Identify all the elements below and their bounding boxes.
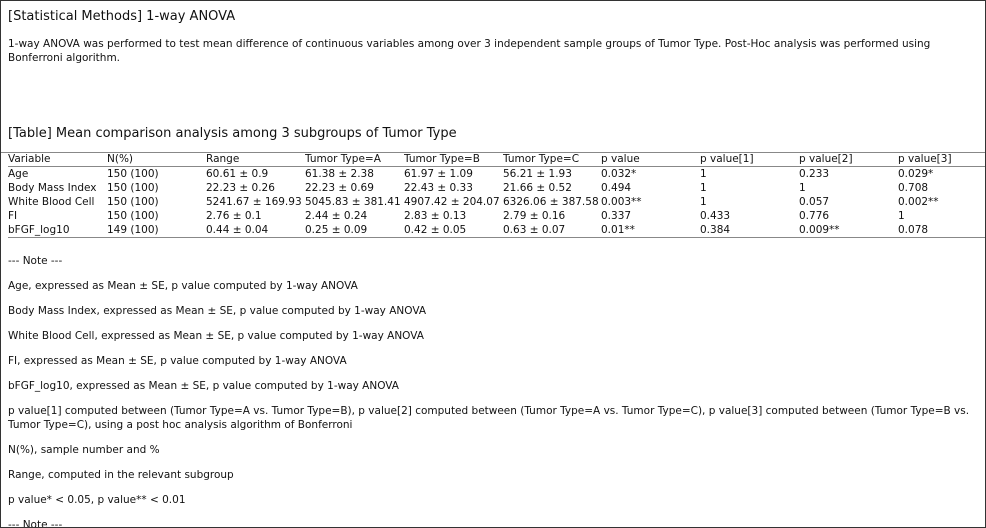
table-cell: 2.79 ± 0.16 — [503, 210, 566, 222]
note-line: p value[1] computed between (Tumor Type=A vs. Tumor Type=B), p value[2] computed between (Tumor Type=A vs. Tumor Type=C), p value[3] computed between (Tumor Type=B vs. Tumor Type=C), using a post hoc analysis algorithm of Bonferroni — [8, 405, 970, 431]
table-cell: 0.002** — [898, 196, 939, 208]
column-header: p value[2] — [799, 153, 853, 165]
table-row — [8, 181, 986, 195]
table-cell: Body Mass Index — [8, 182, 97, 194]
column-header: Tumor Type=C — [503, 153, 580, 165]
table-cell: 0.337 — [601, 210, 632, 222]
table-cell: 0.433 — [700, 210, 731, 222]
column-header: Tumor Type=A — [305, 153, 381, 165]
report-title: [Statistical Methods] 1-way ANOVA — [8, 9, 236, 24]
table-cell: 2.44 ± 0.24 — [305, 210, 368, 222]
table-cell: 0.029* — [898, 168, 934, 180]
table-cell: 0.42 ± 0.05 — [404, 224, 467, 236]
table-cell: 0.057 — [799, 196, 830, 208]
table-cell: 2.83 ± 0.13 — [404, 210, 467, 222]
note-line: --- Note --- — [8, 519, 63, 528]
table-cell: 0.01** — [601, 224, 635, 236]
method-description: 1-way ANOVA was performed to test mean difference of continuous variables among over 3 independent sample groups of Tumor Type. Post-Hoc analysis was performed using Bonferroni algorithm. — [8, 38, 931, 64]
column-header: Range — [206, 153, 240, 165]
table-cell: 56.21 ± 1.93 — [503, 168, 572, 180]
table-cell: 1 — [700, 196, 707, 208]
table-cell: bFGF_log10 — [8, 224, 70, 236]
table-cell: 1 — [700, 168, 707, 180]
table-body — [8, 167, 986, 238]
note-line: --- Note --- — [8, 255, 63, 267]
table-cell: 21.66 ± 0.52 — [503, 182, 572, 194]
table-cell: 5045.83 ± 381.41 — [305, 196, 401, 208]
table-cell: Age — [8, 168, 29, 180]
table-cell: 61.38 ± 2.38 — [305, 168, 374, 180]
column-header: Variable — [8, 153, 51, 165]
note-line: bFGF_log10, expressed as Mean ± SE, p value computed by 1-way ANOVA — [8, 380, 399, 392]
note-line: N(%), sample number and % — [8, 444, 160, 456]
table-cell: 1 — [799, 182, 806, 194]
table-cell: 0.384 — [700, 224, 731, 236]
table-wrapper — [8, 152, 986, 238]
table-title: [Table] Mean comparison analysis among 3 subgroups of Tumor Type — [8, 126, 457, 141]
column-header: N(%) — [107, 153, 134, 165]
table-cell: 1 — [898, 210, 905, 222]
table-cell: 4907.42 ± 204.07 — [404, 196, 500, 208]
table-cell: FI — [8, 210, 18, 222]
table-cell: 0.44 ± 0.04 — [206, 224, 269, 236]
notes-section — [8, 254, 976, 528]
table-cell: 149 (100) — [107, 224, 159, 236]
table-cell: 150 (100) — [107, 182, 159, 194]
table-cell: 5241.67 ± 169.93 — [206, 196, 302, 208]
table-cell: 150 (100) — [107, 168, 159, 180]
column-header: p value[1] — [700, 153, 754, 165]
table-cell: 22.23 ± 0.26 — [206, 182, 275, 194]
note-line: Age, expressed as Mean ± SE, p value computed by 1-way ANOVA — [8, 280, 358, 292]
table-cell: 0.25 ± 0.09 — [305, 224, 368, 236]
column-header: p value[3] — [898, 153, 952, 165]
table-cell: 0.078 — [898, 224, 929, 236]
table-cell: 0.009** — [799, 224, 840, 236]
table-cell: 0.776 — [799, 210, 830, 222]
table-row — [8, 167, 986, 182]
note-line: White Blood Cell, expressed as Mean ± SE, p value computed by 1-way ANOVA — [8, 330, 424, 342]
mean-comparison-table — [8, 152, 986, 238]
table-cell: White Blood Cell — [8, 196, 95, 208]
table-cell: 0.708 — [898, 182, 929, 194]
column-header: p value — [601, 153, 640, 165]
note-line: Body Mass Index, expressed as Mean ± SE, p value computed by 1-way ANOVA — [8, 305, 427, 317]
table-cell: 0.63 ± 0.07 — [503, 224, 566, 236]
column-header: Tumor Type=B — [404, 153, 480, 165]
table-row — [8, 209, 986, 223]
table-row — [8, 223, 986, 238]
table-cell: 60.61 ± 0.9 — [206, 168, 269, 180]
note-line: p value* < 0.05, p value** < 0.01 — [8, 494, 186, 506]
note-line: FI, expressed as Mean ± SE, p value computed by 1-way ANOVA — [8, 355, 347, 367]
table-cell: 150 (100) — [107, 210, 159, 222]
table-cell: 150 (100) — [107, 196, 159, 208]
note-line: Range, computed in the relevant subgroup — [8, 469, 234, 481]
table-cell: 22.23 ± 0.69 — [305, 182, 374, 194]
table-cell: 1 — [700, 182, 707, 194]
table-cell: 0.003** — [601, 196, 642, 208]
table-cell: 2.76 ± 0.1 — [206, 210, 262, 222]
table-cell: 61.97 ± 1.09 — [404, 168, 473, 180]
table-cell: 0.032* — [601, 168, 637, 180]
table-header-row — [8, 152, 986, 167]
table-cell: 0.233 — [799, 168, 830, 180]
table-cell: 0.494 — [601, 182, 632, 194]
table-cell: 22.43 ± 0.33 — [404, 182, 473, 194]
table-row — [8, 195, 986, 209]
table-cell: 6326.06 ± 387.58 — [503, 196, 599, 208]
